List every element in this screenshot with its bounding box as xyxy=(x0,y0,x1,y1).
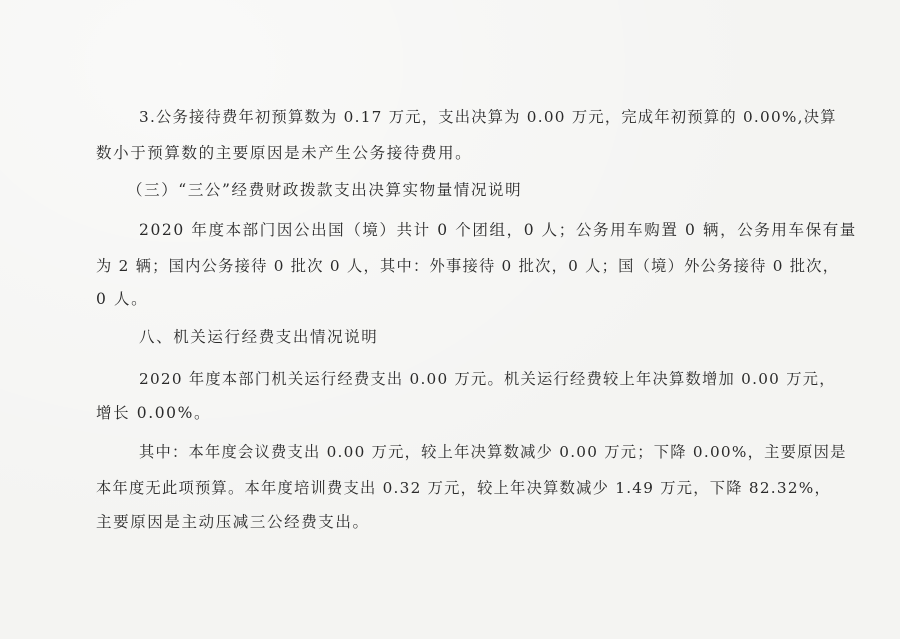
paragraph-operating-expense-line-1: 2020 年度本部门机关运行经费支出 0.00 万元。机关运行经费较上年决算数增加 0.00 万元， xyxy=(139,370,836,388)
section-heading-operating-expense: 八、机关运行经费支出情况说明 xyxy=(139,328,379,346)
paragraph-physical-quantity-line-1: 2020 年度本部门因公出国（境）共计 0 个团组，0 人；公务用车购置 0 辆，公务用车保有量 xyxy=(139,221,857,239)
paragraph-physical-quantity-line-3: 0 人。 xyxy=(96,290,149,308)
section-heading-physical-quantity: （三）“三公”经费财政拨款支出决算实物量情况说明 xyxy=(127,181,523,199)
paragraph-meeting-training-line-3: 主要原因是主动压减三公经费支出。 xyxy=(96,513,370,531)
paragraph-meeting-training-line-1: 其中：本年度会议费支出 0.00 万元，较上年决算数减少 0.00 万元；下降 0.00%，主要原因是 xyxy=(139,443,847,461)
paragraph-reception-expense-line-1: 3.公务接待费年初预算数为 0.17 万元，支出决算为 0.00 万元，完成年初预算的 0.00%,决算 xyxy=(139,108,837,126)
paragraph-physical-quantity-line-2: 为 2 辆；国内公务接待 0 批次 0 人，其中：外事接待 0 批次，0 人；国（境）外公务接待 0 批次， xyxy=(96,257,840,275)
paragraph-meeting-training-line-2: 本年度无此项预算。本年度培训费支出 0.32 万元，较上年决算数减少 1.49 万元，下降 82.32%， xyxy=(96,479,832,497)
paragraph-operating-expense-line-2: 增长 0.00%。 xyxy=(96,404,212,422)
paragraph-reception-expense-line-2: 数小于预算数的主要原因是未产生公务接待费用。 xyxy=(96,144,473,162)
